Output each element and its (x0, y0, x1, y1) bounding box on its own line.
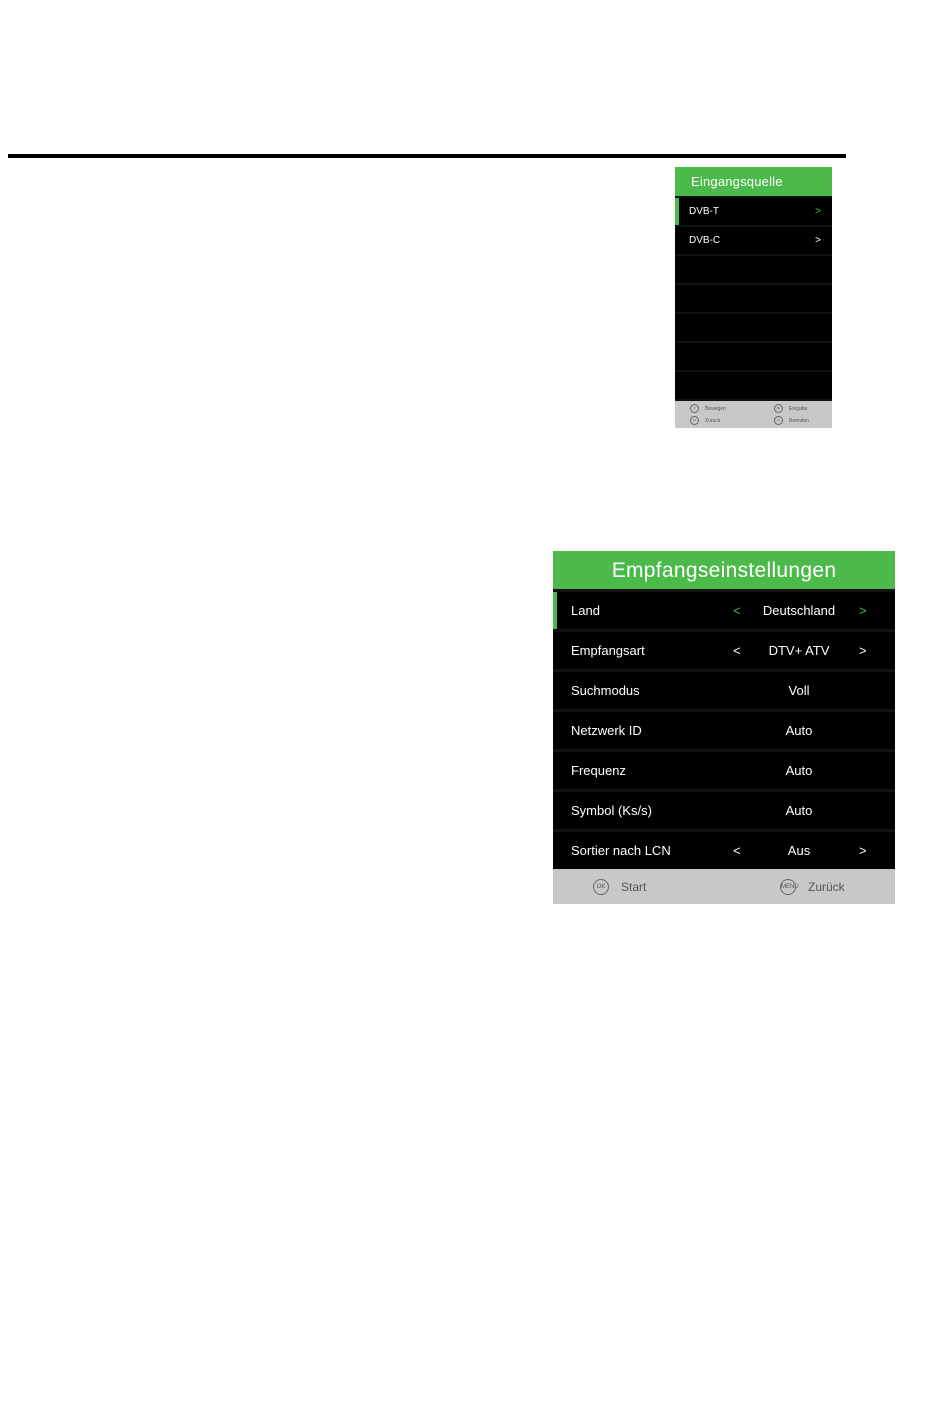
empty-row (675, 343, 832, 370)
source-item-dvb-t[interactable] (675, 198, 832, 225)
menu-icon: M (690, 416, 699, 425)
setting-row-symbol-rate[interactable] (553, 792, 895, 829)
dpad-icon: ✛ (690, 404, 699, 413)
menu-button-icon: MENU (780, 879, 796, 895)
hint-back-label: Zurück (808, 879, 845, 894)
setting-row-reception-type[interactable] (553, 632, 895, 669)
input-source-footer (675, 401, 832, 428)
hint-exit-label: Beenden (789, 417, 810, 424)
hint-back (780, 869, 845, 904)
hint-back (690, 416, 720, 425)
ok-button-icon: OK (593, 879, 609, 895)
chevron-right-icon: > (815, 235, 821, 246)
hint-exit (774, 416, 809, 425)
setting-row-sort-lcn[interactable] (553, 832, 895, 869)
source-item-label: DVB-T (689, 206, 719, 217)
exit-icon: E (774, 416, 783, 425)
chevron-left-icon[interactable]: < (733, 643, 741, 658)
setting-row-country[interactable] (553, 592, 895, 629)
hint-enter-label: Eingabe (789, 405, 808, 412)
empty-row (675, 372, 832, 399)
chevron-right-icon[interactable]: > (859, 643, 867, 658)
setting-value: DTV+ ATV (768, 643, 830, 658)
setting-value: Aus (787, 843, 811, 858)
chevron-left-icon[interactable]: < (733, 843, 741, 858)
source-item-label: DVB-C (689, 235, 721, 246)
setting-row-frequency[interactable] (553, 752, 895, 789)
setting-row-network-id[interactable] (553, 712, 895, 749)
reception-settings-menu (553, 551, 895, 904)
chevron-right-icon[interactable]: > (859, 603, 867, 618)
hint-start (593, 869, 646, 904)
empty-row (675, 256, 832, 283)
empty-row (675, 314, 832, 341)
hint-move-label: Bewegen (705, 405, 726, 412)
setting-label: Sortier nach LCN (571, 843, 671, 858)
hint-move (690, 404, 726, 413)
setting-value: Auto (785, 803, 813, 818)
setting-label: Empfangsart (571, 643, 645, 658)
setting-label: Frequenz (571, 763, 626, 778)
setting-value: Voll (788, 683, 810, 698)
empty-row (675, 285, 832, 312)
hint-start-label: Start (621, 879, 647, 894)
input-source-menu (675, 167, 832, 428)
chevron-left-icon[interactable]: < (733, 603, 741, 618)
source-item-dvb-c[interactable] (675, 227, 832, 254)
setting-label: Land (571, 603, 600, 618)
setting-label: Suchmodus (571, 683, 640, 698)
enter-icon: ⇆ (774, 404, 783, 413)
reception-settings-title: Empfangseinstellungen (553, 551, 895, 589)
chevron-right-icon[interactable]: > (859, 843, 867, 858)
hint-enter (774, 404, 807, 413)
setting-row-search-mode[interactable] (553, 672, 895, 709)
setting-value: Auto (785, 723, 813, 738)
setting-value: Auto (785, 763, 813, 778)
reception-settings-footer (553, 869, 895, 904)
input-source-title: Eingangsquelle (675, 167, 832, 196)
setting-label: Netzwerk ID (571, 723, 642, 738)
horizontal-rule (8, 154, 846, 158)
chevron-right-icon: > (815, 206, 821, 217)
setting-label: Symbol (Ks/s) (571, 803, 652, 818)
hint-back-label: Zurück (705, 417, 721, 424)
setting-value: Deutschland (762, 603, 836, 618)
